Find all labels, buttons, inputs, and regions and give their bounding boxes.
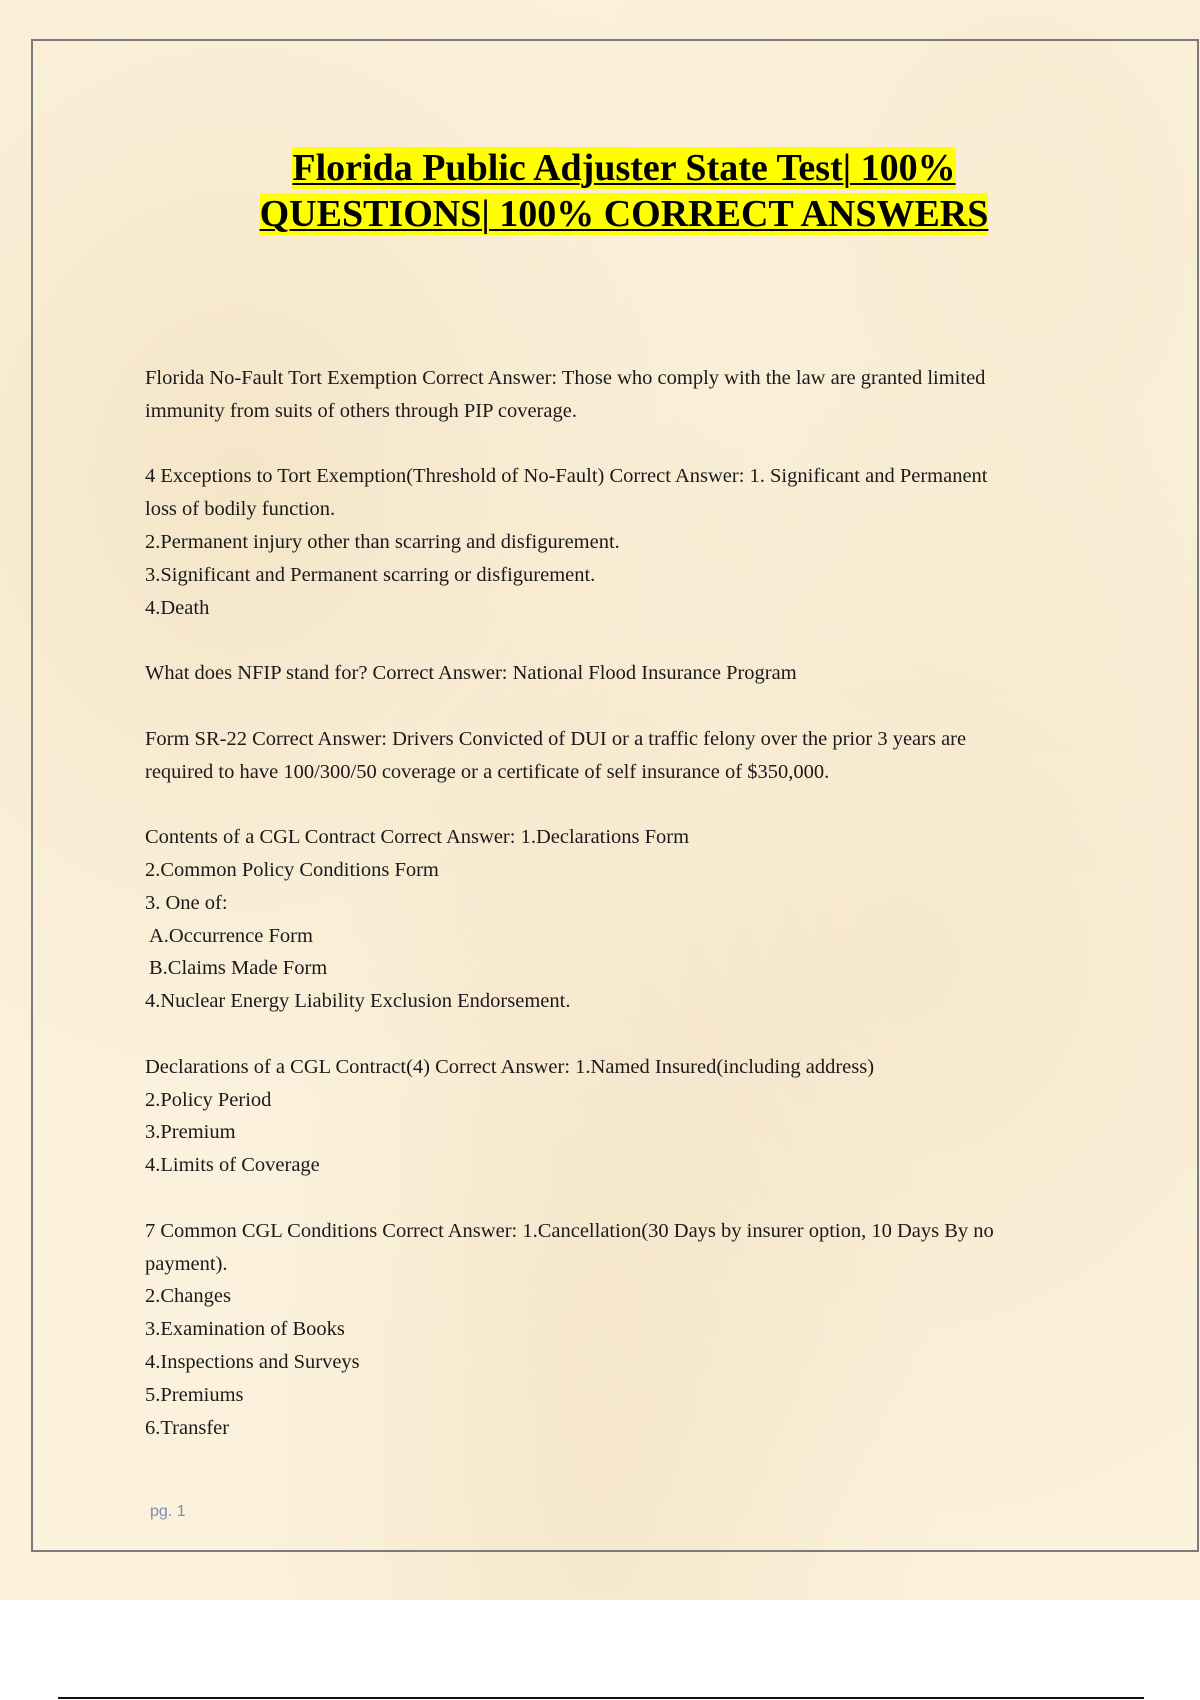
qa-entry: [145, 657, 1090, 690]
qa-line: Declarations of a CGL Contract(4) Correct Answer: 1.Named Insured(including address): [145, 1055, 875, 1078]
qa-line: 3.Examination of Books: [145, 1318, 345, 1341]
qa-entry: [145, 821, 1090, 1018]
qa-line: 2.Permanent injury other than scarring and disfigurement.: [145, 530, 620, 553]
qa-line: 4.Inspections and Surveys: [145, 1350, 360, 1373]
document-title: [0, 145, 1200, 237]
qa-entry: [145, 362, 1090, 428]
qa-line: A.Occurrence Form: [149, 924, 313, 947]
qa-line: Form SR-22 Correct Answer: Drivers Convicted of DUI or a traffic felony over the prior 3 years are: [145, 727, 967, 750]
qa-line: Contents of a CGL Contract Correct Answer: 1.Declarations Form: [145, 826, 690, 849]
qa-line: required to have 100/300/50 coverage or a certificate of self insurance of $350,000.: [145, 760, 830, 783]
qa-line: 2.Common Policy Conditions Form: [145, 858, 439, 881]
qa-line: 3.Significant and Permanent scarring or disfigurement.: [145, 563, 596, 586]
bottom-rule: [58, 1697, 1144, 1699]
qa-line: 3. One of:: [145, 891, 228, 914]
qa-entry: [145, 723, 1090, 789]
qa-entry: [145, 1051, 1090, 1182]
qa-line: 4.Death: [145, 596, 210, 619]
page-number: pg. 1: [150, 1503, 186, 1520]
qa-line: 2.Changes: [145, 1285, 231, 1308]
qa-line: loss of bodily function.: [145, 498, 336, 521]
title-line-1: Florida Public Adjuster State Test| 100%: [292, 147, 956, 189]
qa-line: 7 Common CGL Conditions Correct Answer: 1.Cancellation(30 Days by insurer option, 10 Days By no: [145, 1219, 994, 1242]
qa-line: 3.Premium: [145, 1121, 236, 1144]
qa-line: Florida No-Fault Tort Exemption Correct Answer: Those who comply with the law are granted limited: [145, 367, 986, 389]
qa-line: What does NFIP stand for? Correct Answer: National Flood Insurance Program: [145, 662, 797, 685]
qa-line: payment).: [145, 1252, 228, 1275]
qa-line: 4.Limits of Coverage: [145, 1154, 320, 1177]
title-line-2: QUESTIONS| 100% CORRECT ANSWERS: [259, 193, 989, 235]
qa-line: 4 Exceptions to Tort Exemption(Threshold of No-Fault) Correct Answer: 1. Significant and Permanent: [145, 465, 988, 488]
qa-content: [145, 362, 1090, 1477]
qa-entry: [145, 460, 1090, 624]
qa-line: 5.Premiums: [145, 1383, 244, 1406]
qa-line: 6.Transfer: [145, 1416, 230, 1439]
qa-line: immunity from suits of others through PIP coverage.: [145, 399, 577, 422]
qa-entry: [145, 1215, 1090, 1445]
qa-line: 4.Nuclear Energy Liability Exclusion Endorsement.: [145, 990, 571, 1013]
qa-line: 2.Policy Period: [145, 1088, 272, 1111]
qa-line: B.Claims Made Form: [149, 957, 328, 980]
